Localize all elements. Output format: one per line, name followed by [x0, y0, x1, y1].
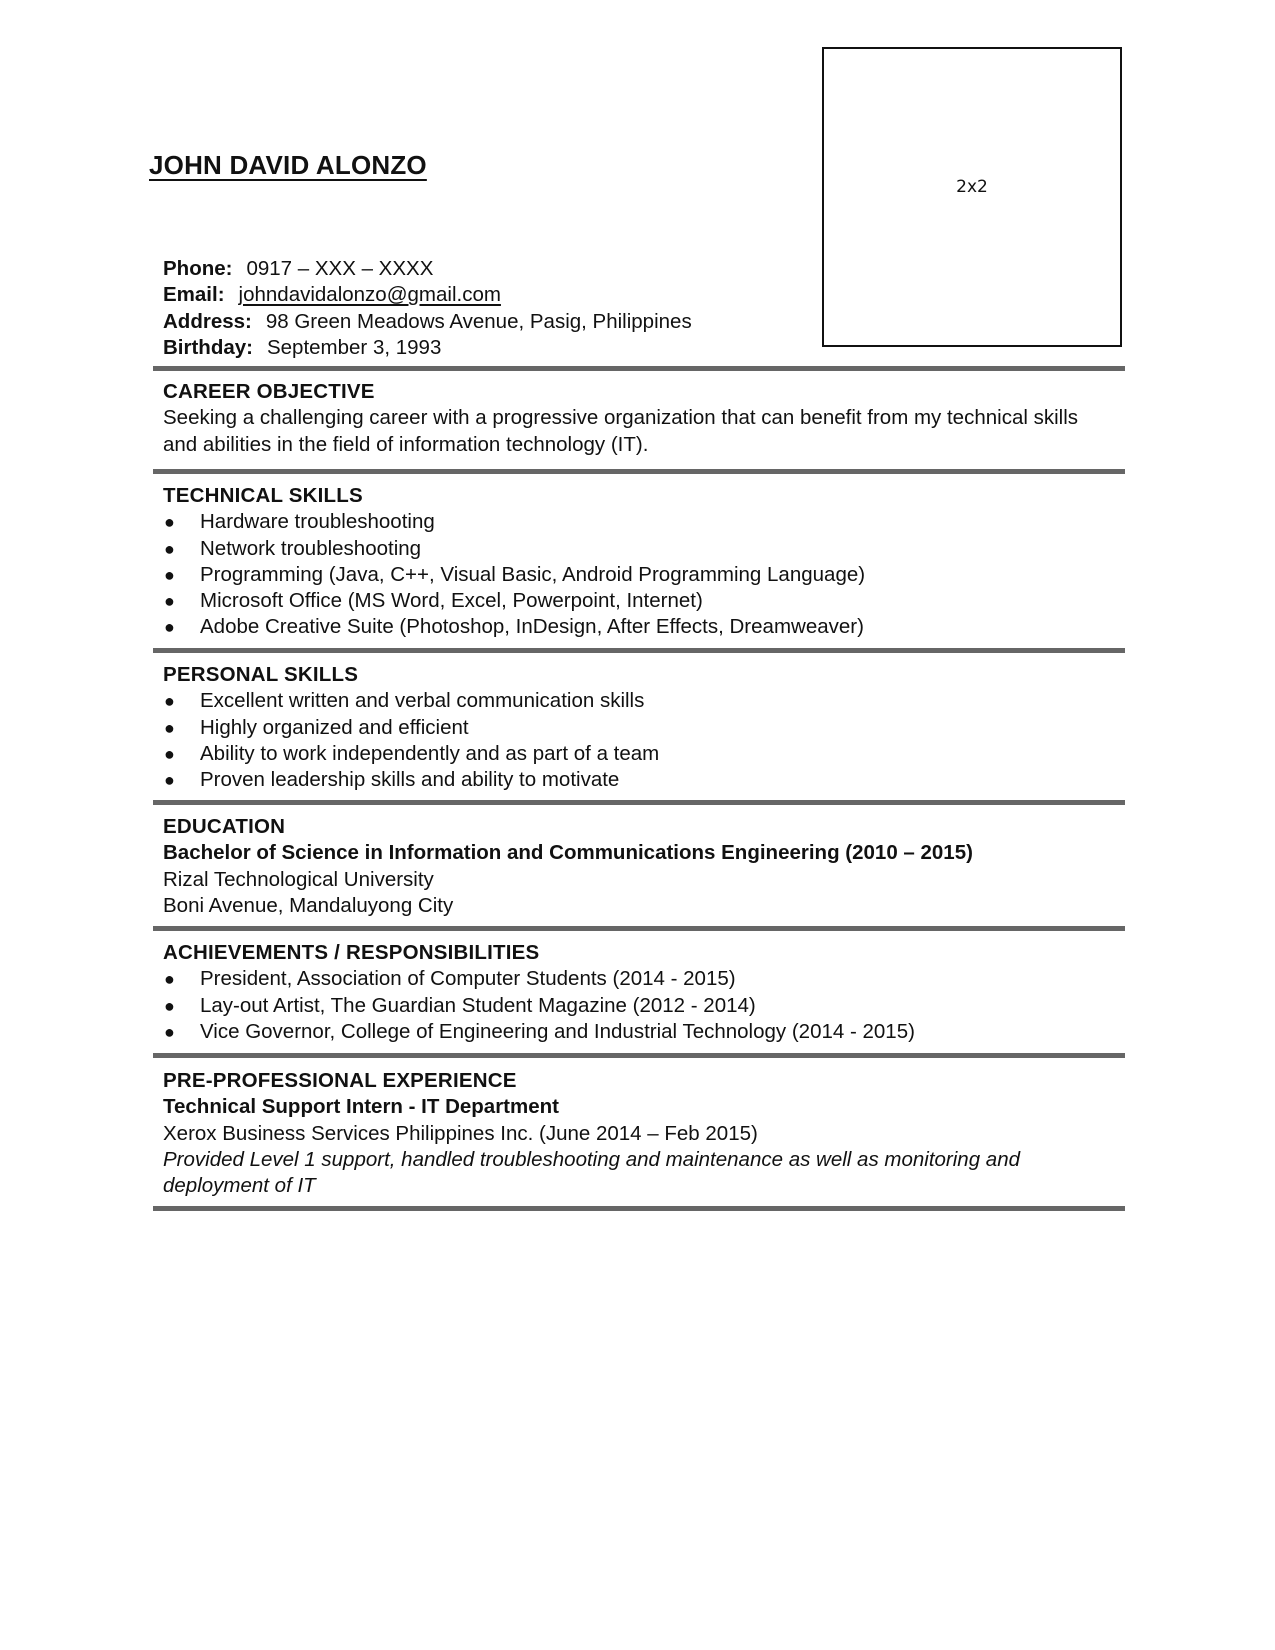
experience-title: Technical Support Intern - IT Department	[163, 1095, 559, 1119]
section-divider	[153, 800, 1125, 805]
section-divider	[153, 1206, 1125, 1211]
bullet-icon: ●	[164, 717, 175, 738]
list-item	[163, 741, 1103, 767]
list-item	[163, 1019, 1103, 1045]
list-item	[163, 966, 1103, 992]
list-item	[163, 536, 1103, 562]
career-objective-section	[163, 379, 1103, 458]
email-link[interactable]: johndavidalonzo@gmail.com	[238, 283, 501, 307]
achievements-heading: ACHIEVEMENTS / RESPONSIBILITIES	[163, 941, 540, 964]
technical-skills-list	[163, 509, 1103, 640]
bullet-icon: ●	[164, 770, 175, 791]
list-item-text: Microsoft Office (MS Word, Excel, Powerpoint, Internet)	[200, 589, 703, 613]
list-item-text: Proven leadership skills and ability to motivate	[200, 768, 620, 792]
list-item	[163, 715, 1103, 741]
address-label: Address:	[163, 309, 252, 333]
list-item-text: Excellent written and verbal communication skills	[200, 689, 645, 713]
phone-row	[163, 256, 692, 282]
bullet-icon: ●	[164, 564, 175, 585]
resume-name: JOHN DAVID ALONZO	[149, 150, 427, 180]
section-divider	[153, 926, 1125, 931]
experience-section	[163, 1068, 1103, 1199]
list-item-text: Network troubleshooting	[200, 536, 422, 560]
education-school: Rizal Technological University	[163, 867, 434, 891]
list-item	[163, 614, 1103, 640]
list-item-text: Vice Governor, College of Engineering and Industrial Technology (2014 - 2015)	[200, 1019, 915, 1043]
section-divider	[153, 469, 1125, 474]
photo-placeholder	[822, 47, 1122, 347]
section-divider	[153, 1053, 1125, 1058]
bullet-icon: ●	[164, 538, 175, 559]
personal-skills-heading: PERSONAL SKILLS	[163, 663, 359, 686]
list-item-text: Adobe Creative Suite (Photoshop, InDesign, After Effects, Dreamweaver)	[200, 615, 864, 639]
list-item	[163, 588, 1103, 614]
phone-label: Phone:	[163, 257, 233, 280]
birthday-label: Birthday:	[163, 335, 253, 359]
list-item	[163, 509, 1103, 535]
bullet-icon: ●	[164, 691, 175, 712]
list-item	[163, 993, 1103, 1019]
career-objective-heading: CAREER OBJECTIVE	[163, 380, 375, 403]
list-item-text: Lay-out Artist, The Guardian Student Magazine (2012 - 2014)	[200, 993, 756, 1017]
contact-info	[163, 256, 692, 361]
technical-skills-section	[163, 483, 1103, 641]
birthday-value: September 3, 1993	[266, 335, 442, 359]
email-row	[163, 282, 692, 308]
list-item-text: Hardware troubleshooting	[200, 510, 435, 534]
list-item	[163, 688, 1103, 714]
bullet-icon: ●	[164, 617, 175, 638]
bullet-icon: ●	[164, 1021, 175, 1042]
section-divider	[153, 366, 1125, 371]
birthday-row	[163, 335, 692, 361]
address-value: 98 Green Meadows Avenue, Pasig, Philippines	[265, 309, 692, 333]
career-objective-text: Seeking a challenging career with a progressive organization that can benefit from my technical skills and abilities in the field of information technology (IT).	[163, 406, 1079, 456]
experience-heading: PRE-PROFESSIONAL EXPERIENCE	[163, 1069, 517, 1092]
bullet-icon: ●	[164, 591, 175, 612]
phone-value: 0917 – XXX – XXXX	[246, 257, 434, 280]
technical-skills-heading: TECHNICAL SKILLS	[163, 484, 363, 507]
personal-skills-section	[163, 662, 1103, 793]
email-label: Email:	[163, 283, 225, 307]
bullet-icon: ●	[164, 512, 175, 533]
education-degree: Bachelor of Science in Information and Communications Engineering (2010 – 2015)	[163, 841, 973, 865]
personal-skills-list	[163, 688, 1103, 793]
bullet-icon: ●	[164, 743, 175, 764]
list-item-text: President, Association of Computer Students (2014 - 2015)	[200, 967, 736, 991]
list-item-text: Highly organized and efficient	[200, 715, 469, 739]
list-item	[163, 767, 1103, 793]
experience-description: Provided Level 1 support, handled troubleshooting and maintenance as well as monitoring and deployment of IT	[163, 1147, 1021, 1198]
section-divider	[153, 648, 1125, 653]
education-section	[163, 814, 1103, 919]
list-item-text: Programming (Java, C++, Visual Basic, Android Programming Language)	[200, 562, 866, 586]
address-row	[163, 309, 692, 335]
list-item	[163, 562, 1103, 588]
achievements-section	[163, 940, 1103, 1045]
bullet-icon: ●	[164, 995, 175, 1016]
bullet-icon: ●	[164, 969, 175, 990]
education-location: Boni Avenue, Mandaluyong City	[163, 893, 454, 917]
education-heading: EDUCATION	[163, 815, 286, 838]
list-item-text: Ability to work independently and as part of a team	[200, 741, 660, 765]
photo-size-label: 2x2	[956, 177, 988, 197]
experience-company: Xerox Business Services Philippines Inc. (June 2014 – Feb 2015)	[163, 1121, 758, 1145]
achievements-list	[163, 966, 1103, 1045]
